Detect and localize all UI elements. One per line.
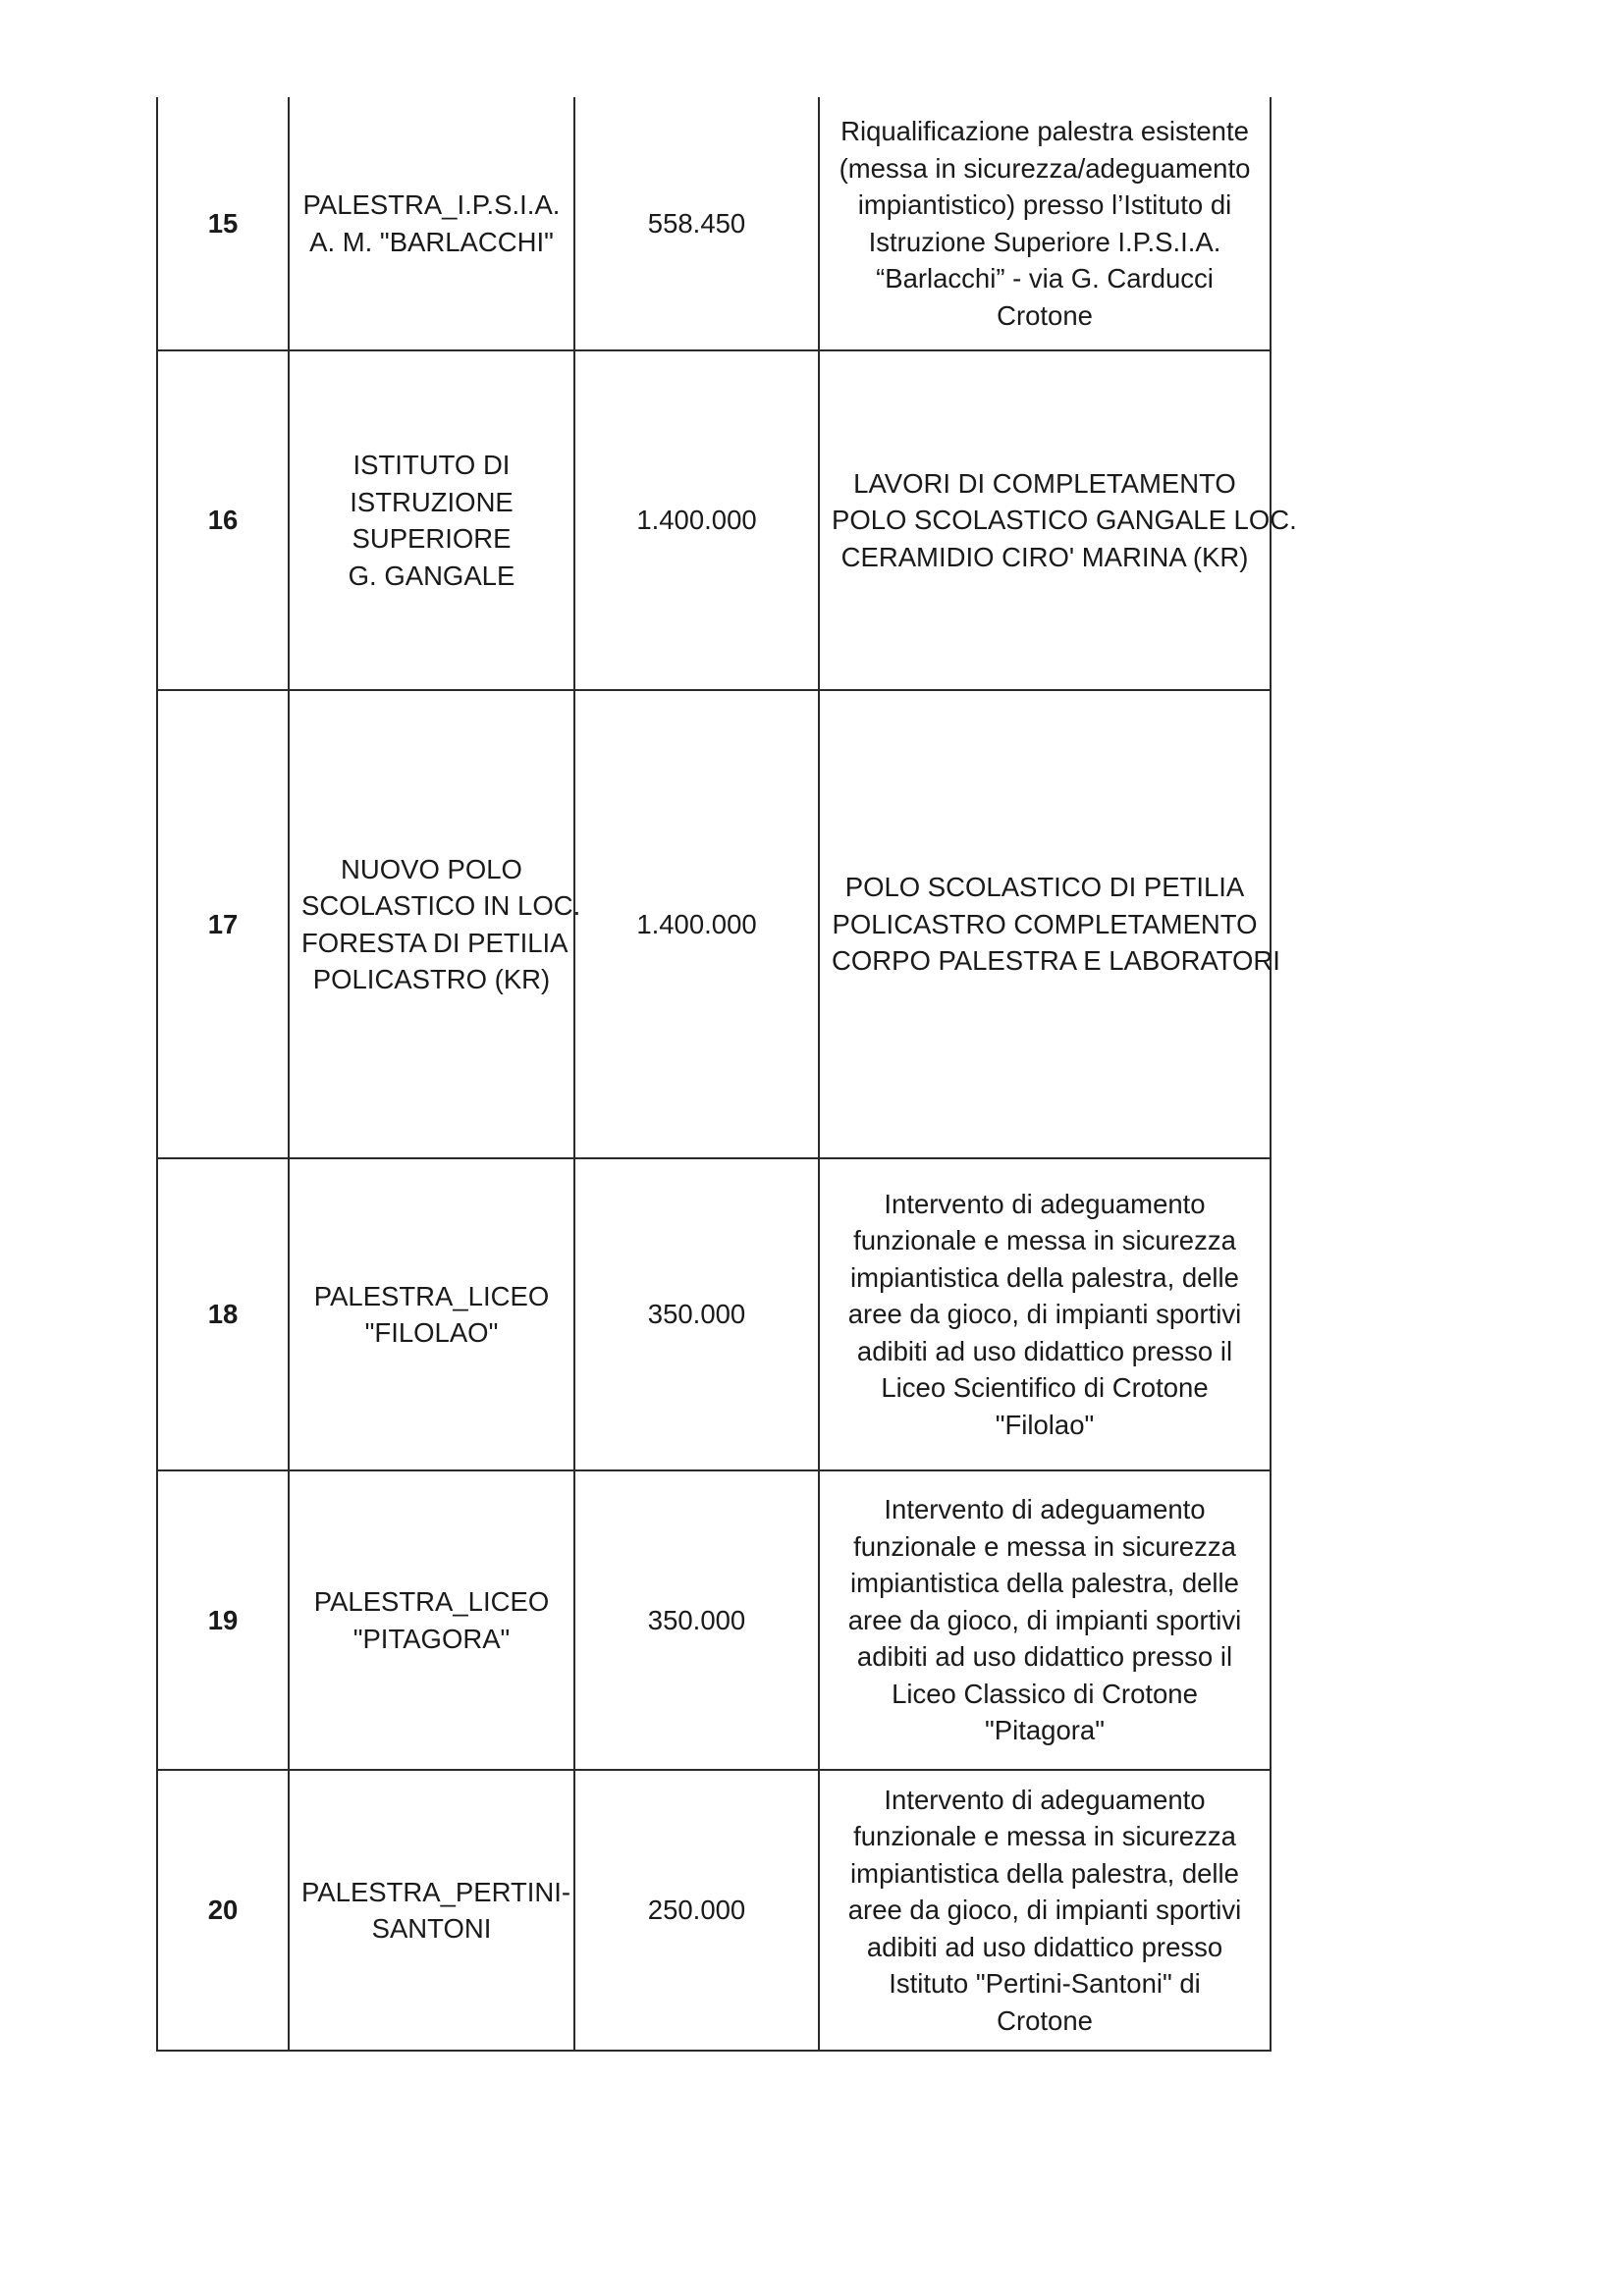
amount: 1.400.000	[574, 350, 819, 690]
table-row	[157, 1470, 1271, 1770]
row-number: 20	[157, 1770, 289, 2051]
row-number: 18	[157, 1158, 289, 1470]
table-row	[157, 690, 1271, 1158]
row-number: 15	[157, 97, 289, 350]
building-name: PALESTRA_LICEO "FILOLAO"	[289, 1158, 574, 1470]
work-description: Riqualificazione palestra esistente (messa in sicurezza/adeguamento impiantistico) presso l’Istituto di Istruzione Superiore I.P.S.I.A. “Barlacchi” - via G. Carducci Crotone	[819, 97, 1271, 350]
amount: 350.000	[574, 1470, 819, 1770]
table-row	[157, 1158, 1271, 1470]
building-name: PALESTRA_I.P.S.I.A. A. M. "BARLACCHI"	[289, 97, 574, 350]
building-name: PALESTRA_PERTINI- SANTONI	[289, 1770, 574, 2051]
work-description: POLO SCOLASTICO DI PETILIA POLICASTRO COMPLETAMENTO CORPO PALESTRA E LABORATORI	[819, 690, 1271, 1158]
building-name: ISTITUTO DI ISTRUZIONE SUPERIORE G. GANGALE	[289, 350, 574, 690]
amount: 250.000	[574, 1770, 819, 2051]
amount: 1.400.000	[574, 690, 819, 1158]
table-row	[157, 1770, 1271, 2051]
work-description: LAVORI DI COMPLETAMENTO POLO SCOLASTICO GANGALE LOC. CERAMIDIO CIRO' MARINA (KR)	[819, 350, 1271, 690]
work-description: Intervento di adeguamento funzionale e messa in sicurezza impiantistica della palestra, delle aree da gioco, di impianti sportivi adibiti ad uso didattico presso il Liceo Classico di Crotone "Pitagora"	[819, 1470, 1271, 1770]
building-name: PALESTRA_LICEO "PITAGORA"	[289, 1470, 574, 1770]
building-name: NUOVO POLO SCOLASTICO IN LOC. FORESTA DI PETILIA POLICASTRO (KR)	[289, 690, 574, 1158]
table-row	[157, 97, 1271, 350]
work-description: Intervento di adeguamento funzionale e messa in sicurezza impiantistica della palestra, delle aree da gioco, di impianti sportivi adibiti ad uso didattico presso il Liceo Scientifico di Crotone "Filolao"	[819, 1158, 1271, 1470]
works-table	[156, 97, 1297, 2052]
row-number: 17	[157, 690, 289, 1158]
amount: 350.000	[574, 1158, 819, 1470]
amount: 558.450	[574, 97, 819, 350]
row-number: 16	[157, 350, 289, 690]
row-number: 19	[157, 1470, 289, 1770]
table-row	[157, 350, 1271, 690]
work-description: Intervento di adeguamento funzionale e messa in sicurezza impiantistica della palestra, delle aree da gioco, di impianti sportivi adibiti ad uso didattico presso Istituto "Pertini-Santoni" di Crotone	[819, 1770, 1271, 2051]
